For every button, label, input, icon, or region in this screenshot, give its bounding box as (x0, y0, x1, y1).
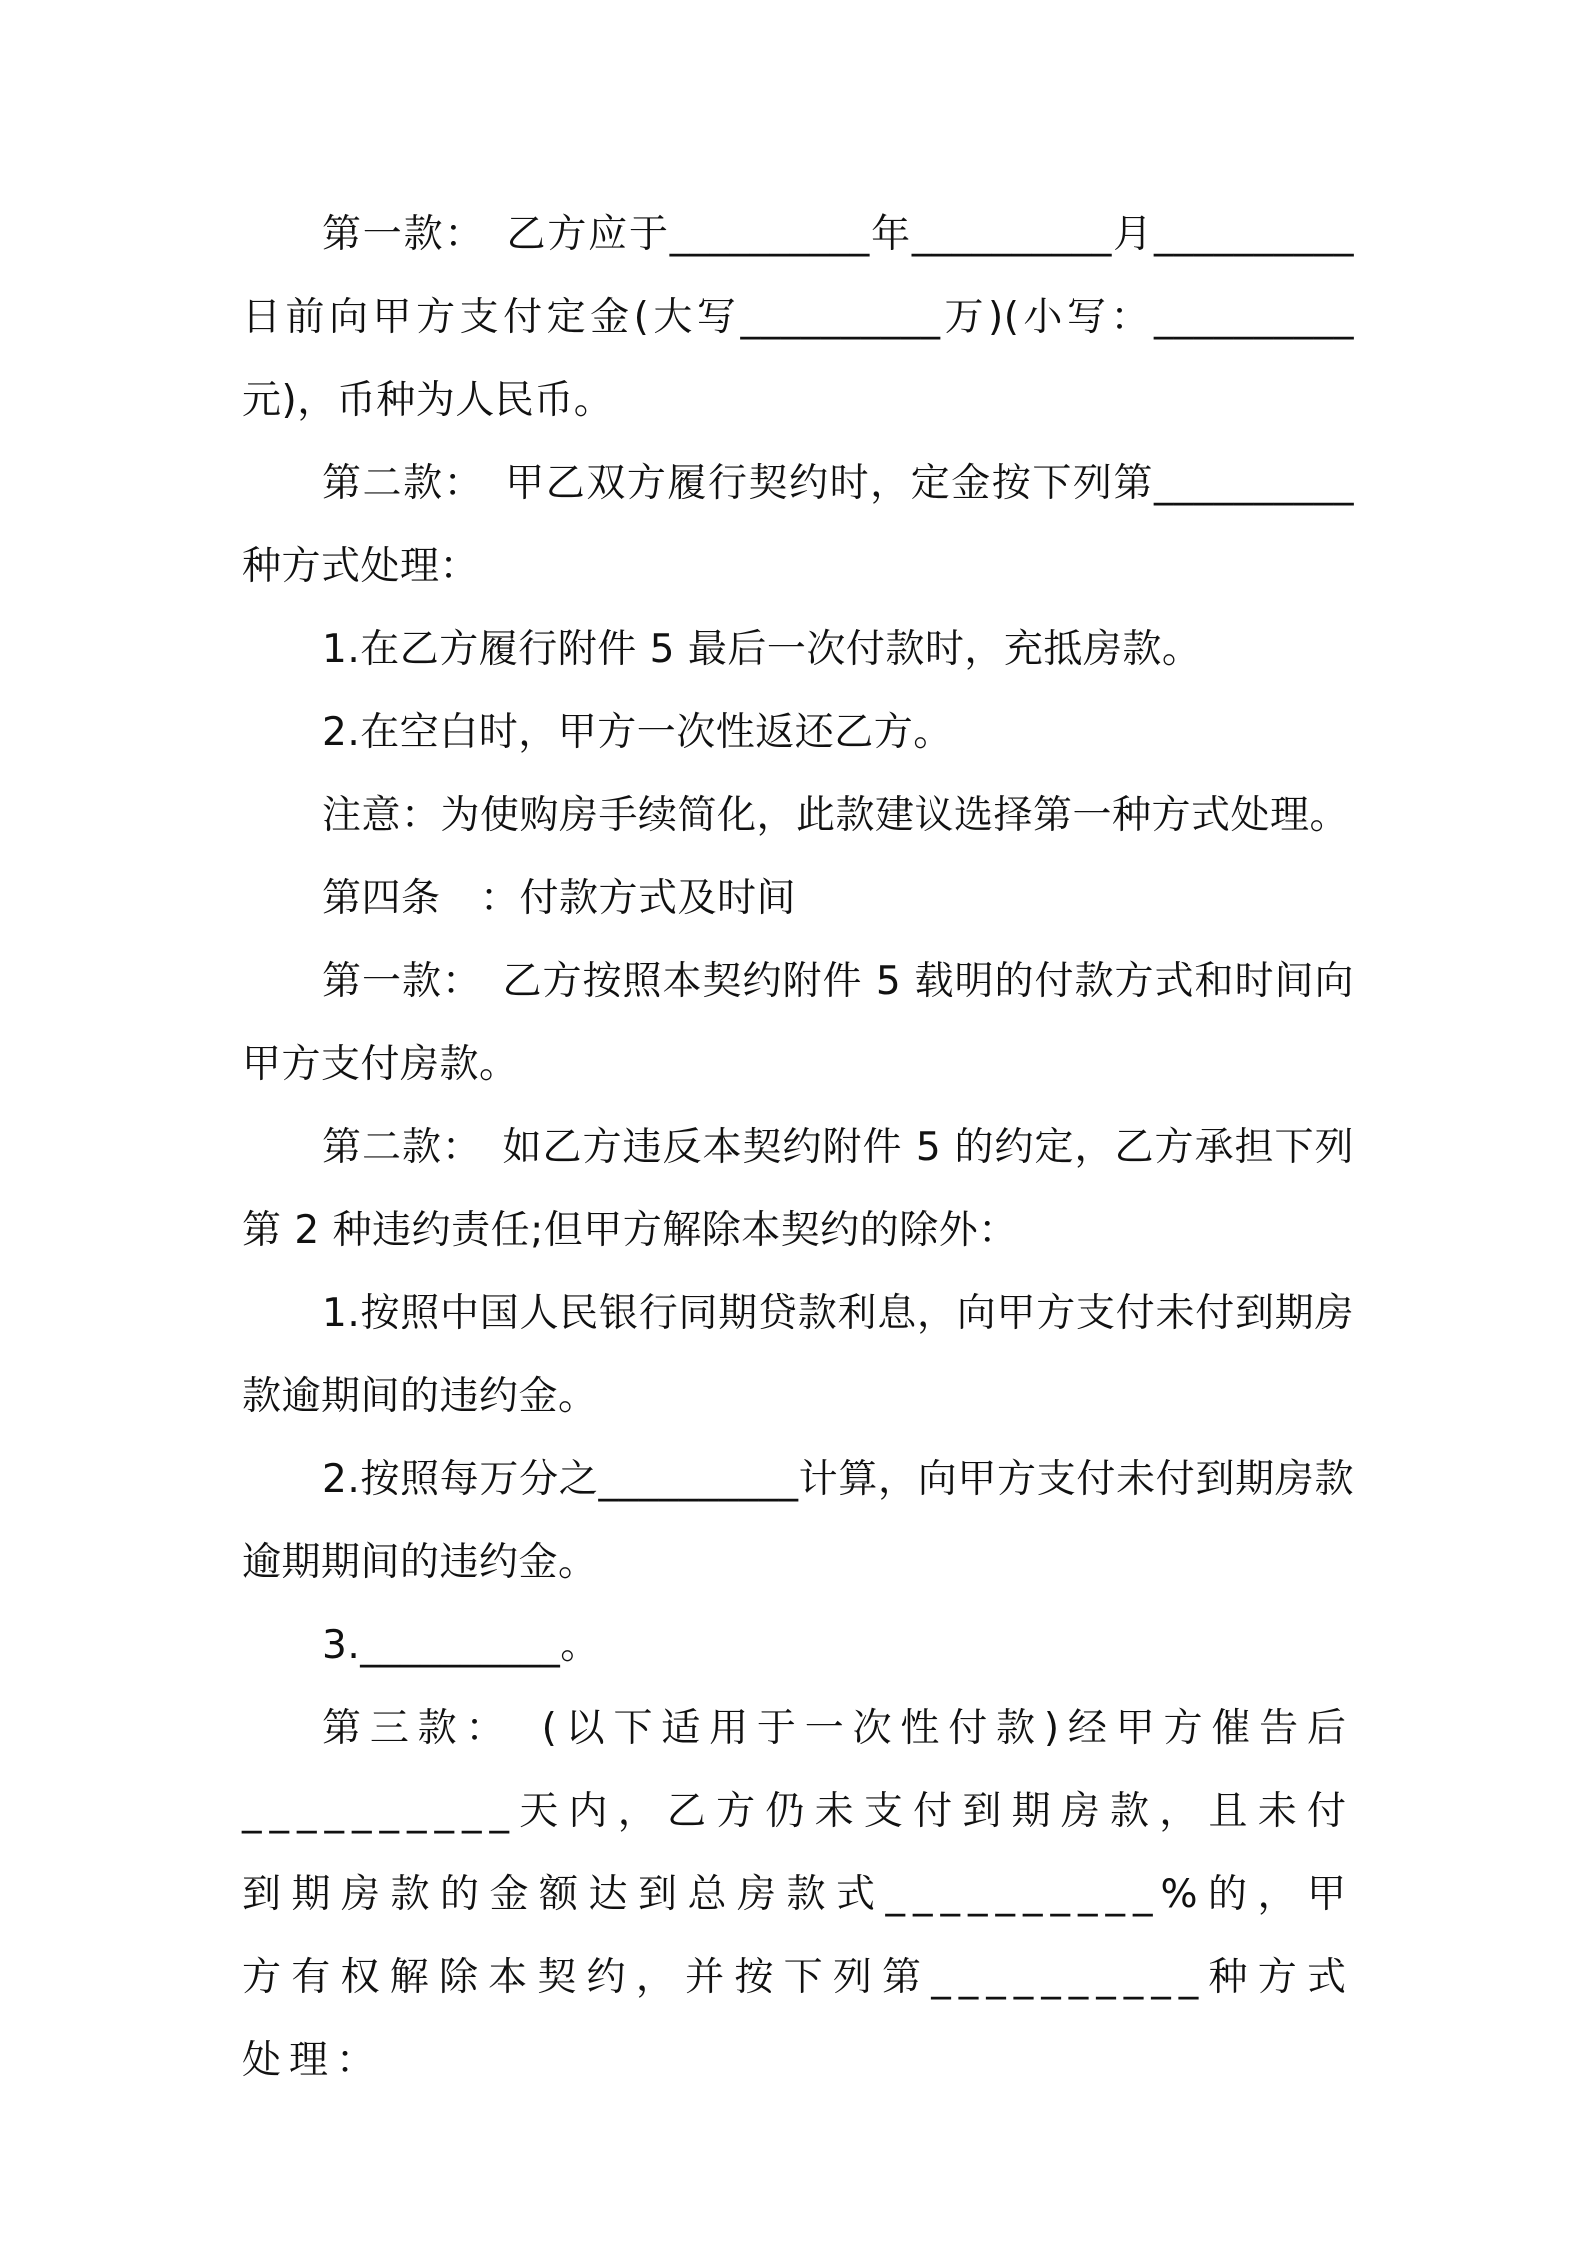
article-4-heading: 第四条 ：付款方式及时间 (322, 876, 797, 921)
option-1-offset-payment: 1.在乙方履行附件 5 最后一次付款时，充抵房款。 (322, 627, 1202, 672)
clause-1-deposit-payment: 第一款： 乙方应于__________年__________月__________日前向甲方支付定金(大写__________万)(小写：__________元)，币种为人民币。 (242, 212, 1354, 423)
option-2-refund: 2.在空白时，甲方一次性返还乙方。 (322, 710, 953, 755)
article-4-clause-3: 第三款： (以下适用于一次性付款)经甲方催告后__________天内，乙方仍未支付到期房款，且未付到期房款的金额达到总房款式__________%的，甲方有权解除本契约，并按下列第__________种方式处理： (242, 1706, 1354, 2083)
contract-body (242, 193, 1354, 2102)
liability-option-2: 2.按照每万分之__________计算，向甲方支付未付到期房款逾期期间的违约金。 (242, 1457, 1354, 1585)
clause-2-deposit-handling: 第二款： 甲乙双方履行契约时，定金按下列第__________种方式处理： (242, 461, 1354, 589)
liability-option-1: 1.按照中国人民银行同期贷款利息，向甲方支付未付到期房款逾期间的违约金。 (242, 1291, 1354, 1419)
article-4-clause-2: 第二款： 如乙方违反本契约附件 5 的约定，乙方承担下列第 2 种违约责任;但甲方解除本契约的除外： (242, 1125, 1354, 1253)
liability-option-3: 3.__________。 (322, 1623, 600, 1668)
article-4-clause-1: 第一款： 乙方按照本契约附件 5 载明的付款方式和时间向甲方支付房款。 (242, 959, 1354, 1087)
note-suggestion: 注意：为使购房手续简化，此款建议选择第一种方式处理。 (322, 793, 1350, 838)
